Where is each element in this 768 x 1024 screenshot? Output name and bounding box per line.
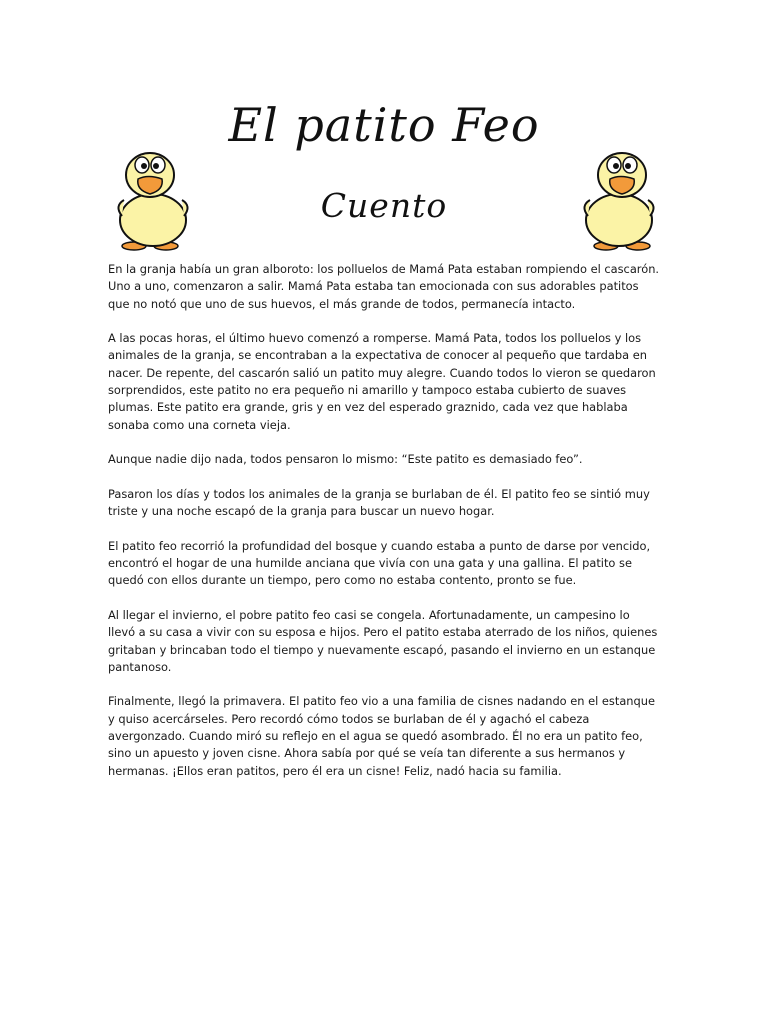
story-subtitle: Cuento — [320, 186, 448, 225]
story-paragraph: El patito feo recorrió la profundidad del bosque y cuando estaba a punto de darse por vencido, encontró el hogar de una humilde anciana que vivía con una gata y una gallina. El patito se quedó con ellos durante un tiempo, pero como no estaba contento, pronto se fue. — [108, 538, 651, 588]
duckling-icon — [578, 150, 660, 252]
story-body — [108, 261, 660, 797]
story-paragraph: A las pocas horas, el último huevo comenzó a romperse. Mamá Pata, todos los polluelos y los animales de la granja, se encontraban a la expectativa de conocer al pequeño que tardaba en nacer. De repente, del cascarón salió un patito muy alegre. Cuando todos lo vieron se quedaron sorprendidos, este patito no era pequeño ni amarillo y tampoco estaba cubierto de suaves plumas. Este patito era grande, gris y en vez del esperado graznido, cada vez que hablaba sonaba como una corneta vieja. — [108, 331, 656, 432]
story-paragraph: Aunque nadie dijo nada, todos pensaron lo mismo: “Este patito es demasiado feo”. — [108, 452, 583, 467]
story-paragraph: Pasaron los días y todos los animales de la granja se burlaban de él. El patito feo se sintió muy triste y una noche escapó de la granja para buscar un nuevo hogar. — [108, 486, 650, 519]
story-title: El patito Feo — [228, 98, 540, 152]
duckling-icon — [112, 150, 194, 252]
story-paragraph: Al llegar el invierno, el pobre patito feo casi se congela. Afortunadamente, un campesino lo llevó a su casa a vivir con su esposa e hijos. Pero el patito estaba aterrado de los niños, quienes gritaban y brincaban todo el tiempo y nuevamente escapó, pasando el invierno en un estanque pantanoso. — [108, 607, 658, 674]
story-paragraph: Finalmente, llegó la primavera. El patito feo vio a una familia de cisnes nadando en el estanque y quiso acercárseles. Pero recordó cómo todos se burlaban de él y agachó el cabeza avergonzado. Cuando miró su reflejo en el agua se quedó asombrado. Él no era un patito feo, sino un apuesto y joven cisne. Ahora sabía por qué se veía tan diferente a sus hermanos y hermanas. ¡Ellos eran patitos, pero él era un cisne! Feliz, nadó hacia su familia. — [108, 694, 655, 778]
story-paragraph: En la granja había un gran alboroto: los polluelos de Mamá Pata estaban rompiendo el cascarón. Uno a uno, comenzaron a salir. Mamá Pata estaba tan emocionada con sus adorables patitos que no notó que uno de sus huevos, el más grande de todos, permanecía intacto. — [108, 262, 660, 311]
